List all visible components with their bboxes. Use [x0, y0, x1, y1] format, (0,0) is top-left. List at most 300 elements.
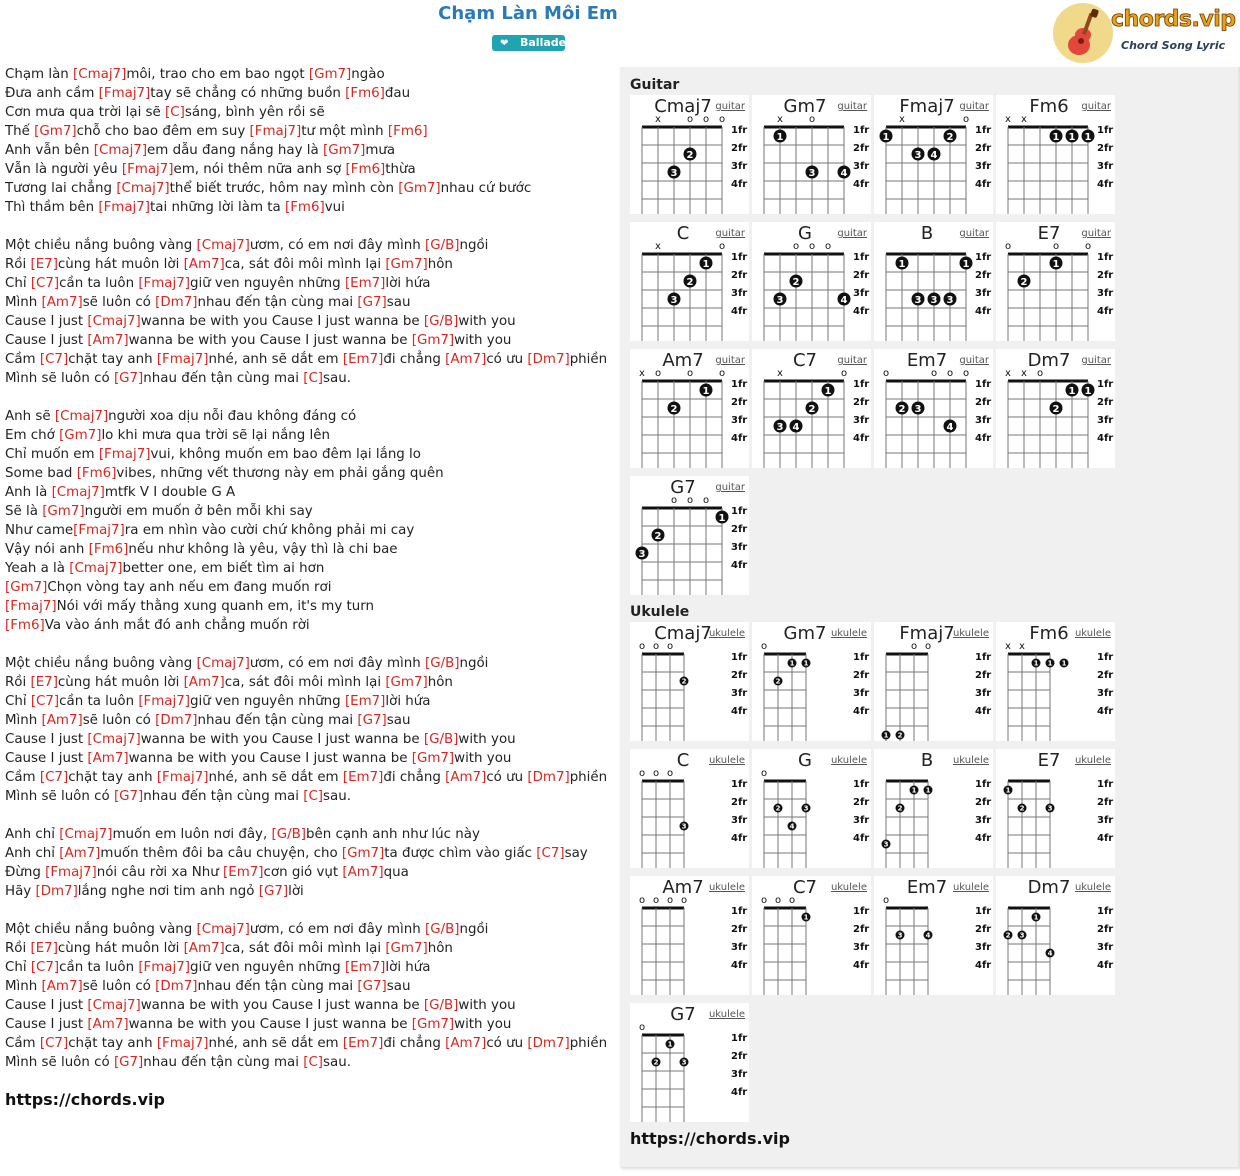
instrument-link[interactable]: ukulele [708, 755, 745, 766]
finger-number: 3 [776, 422, 784, 433]
chord-link[interactable]: [Dm7] [155, 295, 198, 310]
finger-number: 1 [1084, 386, 1092, 397]
lyric-text: mưa [365, 143, 396, 158]
lyric-text: chặt tay anh [68, 770, 157, 785]
instrument-link[interactable]: ukulele [1074, 755, 1111, 766]
genre-label: Ballade [520, 36, 567, 49]
lyric-line [5, 84, 615, 103]
lyric-text: người xoa dịu nỗi đau không đáng có [108, 409, 357, 424]
chord-link[interactable]: [Fmaj7] [5, 599, 57, 614]
chord-link[interactable]: [Dm7] [527, 352, 570, 367]
chord-link[interactable]: [G7] [357, 979, 387, 994]
chord-link[interactable]: [Cmaj7] [196, 922, 250, 937]
finger-number: 3 [897, 931, 903, 940]
fret-number-label: 1fr [1097, 779, 1114, 790]
open-string-marker: o [760, 768, 768, 779]
fret-number-label: 1fr [1097, 379, 1114, 390]
instrument-link[interactable]: guitar [837, 355, 867, 366]
fret-number-label: 1fr [853, 779, 870, 790]
open-string-marker: o [652, 641, 660, 652]
ukulele-section-title: Ukulele [630, 604, 690, 620]
fret-number-label: 3fr [731, 815, 748, 826]
finger-number: 3 [670, 168, 678, 179]
chord-link[interactable]: [Am7] [342, 865, 384, 880]
open-string-marker: o [910, 641, 918, 652]
instrument-link[interactable]: ukulele [708, 882, 745, 893]
muted-string-marker: x [1005, 368, 1011, 379]
instrument-link[interactable]: ukulele [830, 755, 867, 766]
lyric-line [5, 768, 615, 787]
chord-link[interactable]: [Gm7] [411, 751, 455, 766]
chord-name: Dm7 [1027, 350, 1071, 371]
finger-number: 1 [882, 132, 890, 143]
lyric-text: ươm, có em nơi đây mình [249, 238, 425, 253]
fret-number-label: 4fr [731, 306, 748, 317]
chord-link[interactable]: [Gm7] [42, 504, 85, 519]
lyric-text: ươm, có em nơi đây mình [249, 922, 425, 937]
lyric-line [5, 806, 615, 825]
lyric-line [5, 673, 615, 692]
ukulele-chord-card-gm7[interactable] [752, 622, 871, 741]
ukulele-chord-card-g[interactable] [752, 749, 871, 868]
instrument-link[interactable]: ukulele [830, 882, 867, 893]
lyric-line [5, 426, 615, 445]
lyric-text: ca, sát đôi môi mình lại [224, 675, 386, 690]
instrument-link[interactable]: ukulele [1074, 628, 1111, 639]
site-logo[interactable] [1053, 3, 1236, 63]
lyric-text: môi, trao cho em bao ngọt [126, 67, 309, 82]
chord-link[interactable]: [Gm7] [5, 580, 48, 595]
finger-number: 1 [911, 786, 917, 795]
chord-link[interactable]: [Dm7] [527, 1036, 570, 1051]
chord-link[interactable]: [Fmaj7] [98, 447, 151, 462]
chord-link[interactable]: [Fm6] [76, 466, 117, 481]
chord-link[interactable]: [Fmaj7] [156, 770, 209, 785]
ukulele-chord-card-fm6[interactable] [996, 622, 1115, 741]
chord-link[interactable]: [Gm7] [398, 181, 441, 196]
lyric-text: nhau đến tận cùng mai [143, 1055, 304, 1070]
chord-link[interactable]: [C7] [39, 770, 69, 785]
chord-link[interactable]: [Cmaj7] [87, 998, 141, 1013]
fret-number-label: 3fr [975, 288, 992, 299]
fret-number-label: 4fr [975, 179, 992, 190]
chord-link[interactable]: [G/B] [423, 314, 459, 329]
finger-number: 1 [667, 1040, 673, 1049]
lyric-text: Cause I just [5, 333, 88, 348]
lyric-text: chặt tay anh [68, 1036, 157, 1051]
fret-number-label: 2fr [853, 143, 870, 154]
instrument-link[interactable]: guitar [959, 101, 989, 112]
lyric-text: phiền [569, 352, 608, 367]
open-string-marker: o [962, 114, 970, 125]
chord-link[interactable]: [Fm6] [387, 124, 428, 139]
chord-link[interactable]: [Gm7] [385, 675, 428, 690]
lyric-line [5, 863, 615, 882]
chord-link[interactable]: [Fmaj7] [138, 276, 190, 291]
lyric-text: nhau cứ bước [440, 181, 532, 196]
chord-link[interactable]: [Fmaj7] [156, 352, 209, 367]
lyrics-source-link[interactable]: https://chords.vip [5, 1090, 165, 1109]
chord-link[interactable]: [Am7] [87, 333, 129, 348]
chord-link[interactable]: [Dm7] [527, 770, 570, 785]
finger-number: 2 [897, 731, 903, 740]
instrument-link[interactable]: guitar [715, 482, 745, 493]
lyric-text: with you [454, 1017, 512, 1032]
chord-link[interactable]: [Dm7] [35, 884, 78, 899]
chord-link[interactable]: [Fm6] [284, 200, 325, 215]
lyric-line [5, 160, 615, 179]
chord-link[interactable]: [Gm7] [411, 333, 455, 348]
chord-link[interactable]: [Cmaj7] [196, 238, 250, 253]
chord-link[interactable]: [E7] [30, 257, 58, 272]
lyric-text: nếu như không là yêu, vậy thì là chi bae [128, 542, 398, 557]
lyric-line [5, 388, 615, 407]
finger-number: 4 [792, 422, 800, 433]
finger-number: 4 [946, 422, 954, 433]
lyric-text: Vậy nói anh [5, 542, 89, 557]
chord-link[interactable]: [Fmaj7] [138, 694, 190, 709]
guitar-chord-card-fm6[interactable] [996, 95, 1115, 214]
guitar-chord-card-c[interactable] [630, 222, 749, 341]
finger-number: 2 [1019, 804, 1025, 813]
lyric-line [5, 1053, 615, 1072]
chord-link[interactable]: [Dm7] [155, 979, 198, 994]
instrument-link[interactable]: ukulele [1074, 882, 1111, 893]
chord-link[interactable]: [Gm7] [385, 257, 428, 272]
chord-link[interactable]: [Am7] [183, 941, 225, 956]
chord-link[interactable]: [Fmaj7] [73, 523, 125, 538]
chord-link[interactable]: [Em7] [344, 276, 386, 291]
open-string-marker: o [718, 241, 726, 252]
lyric-line [5, 312, 615, 331]
open-string-marker: o [718, 368, 726, 379]
chord-link[interactable]: [Cmaj7] [196, 656, 250, 671]
fret-number-label: 4fr [853, 306, 870, 317]
chord-link[interactable]: [Gm7] [411, 1017, 455, 1032]
chord-link[interactable]: [G7] [113, 1055, 144, 1070]
chord-link[interactable]: [C7] [536, 846, 565, 861]
lyric-line [5, 103, 615, 122]
guitar-chord-card-am7[interactable] [630, 349, 749, 468]
chord-link[interactable]: [Am7] [183, 257, 225, 272]
lyric-text: Nói với mấy thằng xung quanh em, it's my turn [56, 599, 375, 614]
chord-link[interactable]: [Am7] [41, 979, 83, 994]
fret-number-label: 4fr [853, 833, 870, 844]
chord-link[interactable]: [Em7] [342, 1036, 384, 1051]
lyric-text: Cause I just [5, 732, 88, 747]
lyric-text: Cầm [5, 1036, 40, 1051]
chord-link[interactable]: [Cmaj7] [73, 67, 127, 82]
ukulele-chord-card-c7[interactable] [752, 876, 871, 995]
lyric-line [5, 578, 615, 597]
lyric-text: lắng nghe nơi tim anh ngỏ [77, 884, 259, 899]
lyric-text: with you [454, 333, 512, 348]
chord-link[interactable]: [Dm7] [155, 713, 198, 728]
chord-link[interactable]: [C] [165, 105, 185, 120]
chord-link[interactable]: [Cmaj7] [93, 143, 148, 158]
instrument-link[interactable]: guitar [837, 101, 867, 112]
instrument-link[interactable]: ukulele [830, 628, 867, 639]
instrument-link[interactable]: ukulele [708, 1009, 745, 1020]
fret-number-label: 2fr [853, 270, 870, 281]
open-string-marker: o [638, 768, 646, 779]
lyric-line [5, 483, 615, 502]
ukulele-chord-card-b[interactable] [874, 749, 993, 868]
lyric-line [5, 445, 615, 464]
finger-number: 2 [654, 531, 662, 542]
lyric-line [5, 882, 615, 901]
chord-link[interactable]: [Am7] [445, 352, 487, 367]
lyric-text: Chỉ muốn em [5, 447, 99, 462]
lyric-text: Va vào ánh mắt đó anh chẳng muốn rời [44, 618, 310, 633]
chord-link[interactable]: [Cmaj7] [51, 485, 105, 500]
open-string-marker: o [652, 895, 660, 906]
chord-link[interactable]: [G/B] [271, 827, 306, 842]
instrument-link[interactable]: guitar [715, 228, 745, 239]
fret-number-label: 2fr [975, 670, 992, 681]
lyric-text: có ưu [486, 352, 528, 367]
ukulele-chord-card-cmaj7[interactable] [630, 622, 749, 741]
chord-link[interactable]: [Cmaj7] [116, 181, 170, 196]
guitar-section-title: Guitar [630, 77, 680, 93]
lyric-line [5, 198, 615, 217]
lyric-text: ca, sát đôi môi mình lại [224, 257, 386, 272]
lyric-text: Mình [5, 713, 42, 728]
lyric-line [5, 1034, 615, 1053]
chord-link[interactable]: [Fmaj7] [98, 86, 151, 101]
chord-link[interactable]: [C] [303, 1055, 324, 1070]
guitar-chord-card-dm7[interactable] [996, 349, 1115, 468]
chord-name: Fmaj7 [899, 96, 955, 117]
open-string-marker: o [924, 641, 932, 652]
lyric-line [5, 996, 615, 1015]
muted-string-marker: x [655, 114, 661, 125]
chord-link[interactable]: [Gm7] [308, 67, 352, 82]
chord-link[interactable]: [G7] [113, 789, 144, 804]
chord-link[interactable]: [Cmaj7] [87, 732, 141, 747]
chord-link[interactable]: [Cmaj7] [54, 409, 109, 424]
chord-link[interactable]: [Em7] [344, 694, 386, 709]
guitar-chord-card-b[interactable] [874, 222, 993, 341]
fret-number-label: 4fr [853, 706, 870, 717]
instrument-link[interactable]: guitar [1081, 228, 1111, 239]
chord-link[interactable]: [C7] [39, 1036, 69, 1051]
fret-number-label: 3fr [853, 161, 870, 172]
fret-number-label: 4fr [853, 960, 870, 971]
chord-link[interactable]: [Am7] [445, 770, 487, 785]
chord-link[interactable]: [G7] [357, 295, 387, 310]
chord-link[interactable]: [Fmaj7] [138, 960, 190, 975]
fret-number-label: 1fr [975, 125, 992, 136]
instrument-link[interactable]: guitar [837, 228, 867, 239]
chord-link[interactable]: [C7] [30, 694, 60, 709]
chord-link[interactable]: [Fm6] [5, 618, 45, 633]
ukulele-chord-card-em7[interactable] [874, 876, 993, 995]
chord-link[interactable]: [Am7] [183, 675, 225, 690]
panel-source-link[interactable]: https://chords.vip [630, 1129, 790, 1148]
chord-link[interactable]: [Fmaj7] [98, 200, 151, 215]
chord-link[interactable]: [G/B] [424, 238, 460, 253]
finger-number: 1 [1068, 132, 1076, 143]
fret-number-label: 3fr [731, 542, 748, 553]
chord-link[interactable]: [Gm7] [385, 941, 428, 956]
chord-link[interactable]: [Am7] [41, 713, 83, 728]
chord-link[interactable]: [Fmaj7] [121, 162, 174, 177]
chord-link[interactable]: [Cmaj7] [87, 314, 141, 329]
lyric-text: lời hứa [385, 960, 431, 975]
chord-link[interactable]: [Em7] [342, 770, 384, 785]
instrument-link[interactable]: guitar [715, 101, 745, 112]
chord-link[interactable]: [Fmaj7] [249, 124, 302, 139]
instrument-link[interactable]: guitar [1081, 355, 1111, 366]
lyric-text: Chỉ [5, 960, 31, 975]
fret-number-label: 3fr [853, 415, 870, 426]
finger-number: 3 [1047, 804, 1053, 813]
fret-number-label: 4fr [731, 179, 748, 190]
lyric-text: say [564, 846, 588, 861]
finger-number: 3 [883, 840, 889, 849]
chord-link[interactable]: [Am7] [445, 1036, 487, 1051]
fret-number-label: 2fr [1097, 143, 1114, 154]
fret-number-label: 1fr [975, 379, 992, 390]
guitar-chord-card-em7[interactable] [874, 349, 993, 468]
chord-link[interactable]: [E7] [30, 675, 58, 690]
chord-name: C7 [792, 877, 818, 898]
lyric-text: Anh vẫn bên [5, 143, 94, 158]
fret-number-label: 1fr [731, 779, 748, 790]
chord-link[interactable]: [G7] [113, 371, 144, 386]
ukulele-chord-card-g7[interactable] [630, 1003, 749, 1122]
finger-number: 2 [670, 404, 678, 415]
chord-link[interactable]: [Am7] [87, 751, 129, 766]
lyric-line [5, 654, 615, 673]
guitar-chord-card-gm7[interactable] [752, 95, 871, 214]
fret-number-label: 4fr [975, 833, 992, 844]
chord-link[interactable]: [C] [303, 371, 324, 386]
open-string-marker: o [686, 495, 694, 506]
fret-number-label: 2fr [731, 397, 748, 408]
chord-link[interactable]: [Cmaj7] [69, 561, 123, 576]
chord-name: Fm6 [1029, 96, 1069, 117]
finger-number: 2 [1020, 277, 1028, 288]
chord-link[interactable]: [C] [303, 789, 324, 804]
fret-number-label: 3fr [731, 942, 748, 953]
chord-link[interactable]: [C7] [30, 276, 60, 291]
guitar-chord-card-e7[interactable] [996, 222, 1115, 341]
ukulele-chord-card-e7[interactable] [996, 749, 1115, 868]
lyric-line [5, 141, 615, 160]
chord-link[interactable]: [Fmaj7] [156, 1036, 209, 1051]
instrument-link[interactable]: ukulele [708, 628, 745, 639]
chord-link[interactable]: [G7] [357, 713, 387, 728]
instrument-link[interactable]: ukulele [952, 882, 989, 893]
finger-number: 3 [914, 150, 922, 161]
chord-link[interactable]: [Am7] [87, 1017, 129, 1032]
lyric-line [5, 540, 615, 559]
fret-number-label: 4fr [975, 433, 992, 444]
lyric-text: cần ta luôn [59, 694, 139, 709]
chord-link[interactable]: [C7] [30, 960, 60, 975]
fret-number-label: 2fr [975, 270, 992, 281]
instrument-link[interactable]: guitar [715, 355, 745, 366]
fret-number-label: 1fr [1097, 652, 1114, 663]
genre-badge[interactable] [492, 35, 565, 51]
open-string-marker: o [840, 368, 848, 379]
chord-link[interactable]: [Gm7] [59, 428, 102, 443]
finger-number: 3 [803, 804, 809, 813]
lyric-text: sẽ luôn có [82, 713, 156, 728]
lyric-line [5, 958, 615, 977]
chord-link[interactable]: [Fm6] [88, 542, 129, 557]
chord-link[interactable]: [G/B] [423, 732, 459, 747]
chord-link[interactable]: [Fmaj7] [45, 865, 97, 880]
chord-link[interactable]: [G/B] [423, 998, 459, 1013]
lyric-text: Yeah a là [5, 561, 70, 576]
lyric-text: thể biết trước, hôm nay mình còn [169, 181, 399, 196]
chord-name: Am7 [662, 350, 704, 371]
chord-link[interactable]: [Cmaj7] [59, 827, 113, 842]
guitar-chord-card-cmaj7[interactable] [630, 95, 749, 214]
chord-name: Cmaj7 [654, 96, 712, 117]
finger-number: 2 [792, 277, 800, 288]
guitar-chord-card-g7[interactable] [630, 476, 749, 595]
lyric-text: with you [454, 751, 512, 766]
chord-link[interactable]: [Fm6] [345, 86, 385, 101]
finger-number: 4 [1047, 949, 1053, 958]
chord-link[interactable]: [C7] [39, 352, 69, 367]
ukulele-chord-card-am7[interactable] [630, 876, 749, 995]
instrument-link[interactable]: guitar [959, 355, 989, 366]
ukulele-chord-card-c[interactable] [630, 749, 749, 868]
lyric-text: nhau đến tận cùng mai [143, 789, 304, 804]
lyric-line [5, 293, 615, 312]
muted-string-marker: x [655, 241, 661, 252]
chord-link[interactable]: [Em7] [344, 960, 386, 975]
fret-number-label: 1fr [853, 652, 870, 663]
lyric-text: nhé, anh sẽ dắt em [208, 770, 343, 785]
chord-link[interactable]: [G7] [258, 884, 289, 899]
chord-link[interactable]: [Em7] [223, 865, 264, 880]
chord-link[interactable]: [Gm7] [34, 124, 77, 139]
instrument-link[interactable]: guitar [1081, 101, 1111, 112]
chord-link[interactable]: [Am7] [59, 846, 101, 861]
ukulele-chord-card-fmaj7[interactable] [874, 622, 993, 741]
lyric-line [5, 825, 615, 844]
lyric-text: bên cạnh anh như lúc này [306, 827, 480, 842]
muted-string-marker: x [639, 368, 645, 379]
chord-link[interactable]: [E7] [30, 941, 58, 956]
instrument-link[interactable]: ukulele [952, 755, 989, 766]
chord-link[interactable]: [G/B] [424, 922, 460, 937]
chord-link[interactable]: [Em7] [342, 352, 384, 367]
finger-number: 2 [946, 132, 954, 143]
chord-link[interactable]: [Gm7] [322, 143, 366, 158]
ukulele-chord-card-dm7[interactable] [996, 876, 1115, 995]
instrument-link[interactable]: ukulele [952, 628, 989, 639]
chord-link[interactable]: [Gm7] [341, 846, 385, 861]
lyric-text: ươm, có em nơi đây mình [249, 656, 425, 671]
guitar-chord-card-g[interactable] [752, 222, 871, 341]
chord-link[interactable]: [Am7] [41, 295, 83, 310]
guitar-chord-card-fmaj7[interactable] [874, 95, 993, 214]
instrument-link[interactable]: guitar [959, 228, 989, 239]
guitar-chord-card-c7[interactable] [752, 349, 871, 468]
chord-link[interactable]: [Fm6] [345, 162, 386, 177]
chord-link[interactable]: [G/B] [424, 656, 460, 671]
fret-number-label: 2fr [731, 1051, 748, 1062]
open-string-marker: o [638, 1022, 646, 1033]
lyric-line [5, 502, 615, 521]
